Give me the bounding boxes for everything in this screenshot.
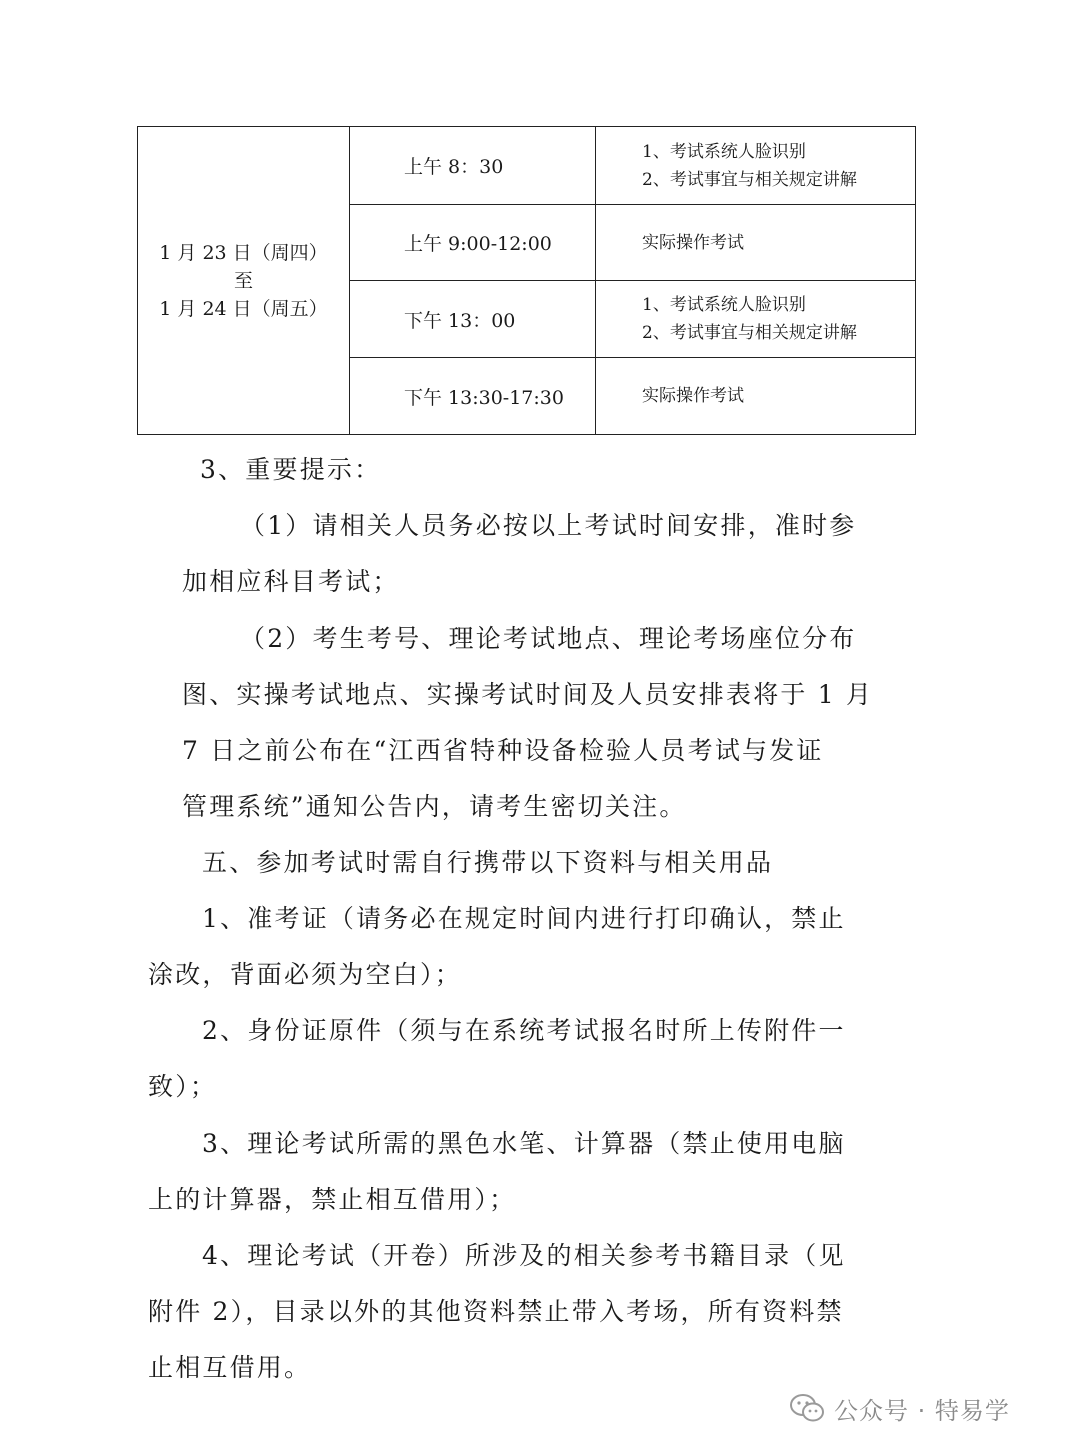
exam-schedule-table xyxy=(137,126,916,435)
watermark-text: 公众号 · 特易学 xyxy=(834,1396,1010,1425)
section-5-heading: 五、参加考试时需自行携带以下资料与相关用品 xyxy=(202,848,774,877)
time-cell: 下午 13：00 xyxy=(350,281,596,358)
materials-item-4-cont: 附件 2），目录以外的其他资料禁止带入考场，所有资料禁 xyxy=(148,1297,844,1326)
materials-item-1: 1、准考证（请务必在规定时间内进行打印确认，禁止 xyxy=(202,904,846,933)
notice-item-1: （1）请相关人员务必按以上考试时间安排，准时参 xyxy=(240,511,857,540)
account-watermark xyxy=(790,1384,1010,1432)
time-cell: 下午 13:30-17:30 xyxy=(350,358,596,435)
time-cell: 上午 9:00-12:00 xyxy=(350,205,596,281)
materials-item-2-cont: 致）； xyxy=(148,1072,218,1101)
activity-line: 1、考试系统人脸识别 xyxy=(642,295,806,315)
notice-item-2-cont: 图、实操考试地点、实操考试时间及人员安排表将于 1 月 xyxy=(182,680,874,709)
activity-cell xyxy=(596,358,916,435)
activity-line: 2、考试事宜与相关规定讲解 xyxy=(642,169,857,190)
notice-item-2-cont: 管理系统”通知公告内，请考生密切关注。 xyxy=(182,792,687,821)
time-cell: 上午 8：30 xyxy=(350,127,596,205)
materials-item-3-cont: 上的计算器，禁止相互借用）； xyxy=(148,1185,517,1214)
activity-line: 实际操作考试 xyxy=(642,232,744,253)
materials-item-3: 3、理论考试所需的黑色水笔、计算器（禁止使用电脑 xyxy=(202,1129,846,1158)
notice-item-1-cont: 加相应科目考试； xyxy=(182,567,400,596)
materials-item-2: 2、身份证原件（须与在系统考试报名时所上传附件一 xyxy=(202,1016,846,1045)
table-row xyxy=(138,127,916,205)
notice-heading: 3、重要提示： xyxy=(200,455,382,484)
date-start: 1 月 23 日（周四） xyxy=(159,241,328,264)
activity-cell xyxy=(596,205,916,281)
activity-cell xyxy=(596,127,916,205)
date-range-cell xyxy=(138,127,350,435)
notice-item-2: （2）考生考号、理论考试地点、理论考场座位分布 xyxy=(240,624,857,653)
activity-line: 2、考试事宜与相关规定讲解 xyxy=(642,323,857,343)
date-to: 至 xyxy=(233,269,253,292)
materials-item-4: 4、理论考试（开卷）所涉及的相关参考书籍目录（见 xyxy=(202,1241,846,1270)
activity-line: 1、考试系统人脸识别 xyxy=(642,141,806,162)
activity-cell xyxy=(596,281,916,358)
materials-item-4-cont: 止相互借用。 xyxy=(148,1353,312,1382)
date-end: 1 月 24 日（周五） xyxy=(159,297,328,320)
notice-item-2-cont: 7 日之前公布在“江西省特种设备检验人员考试与发证 xyxy=(182,736,824,765)
wechat-icon xyxy=(790,1393,824,1423)
activity-line: 实际操作考试 xyxy=(642,386,744,406)
materials-item-1-cont: 涂改，背面必须为空白）； xyxy=(148,960,462,989)
